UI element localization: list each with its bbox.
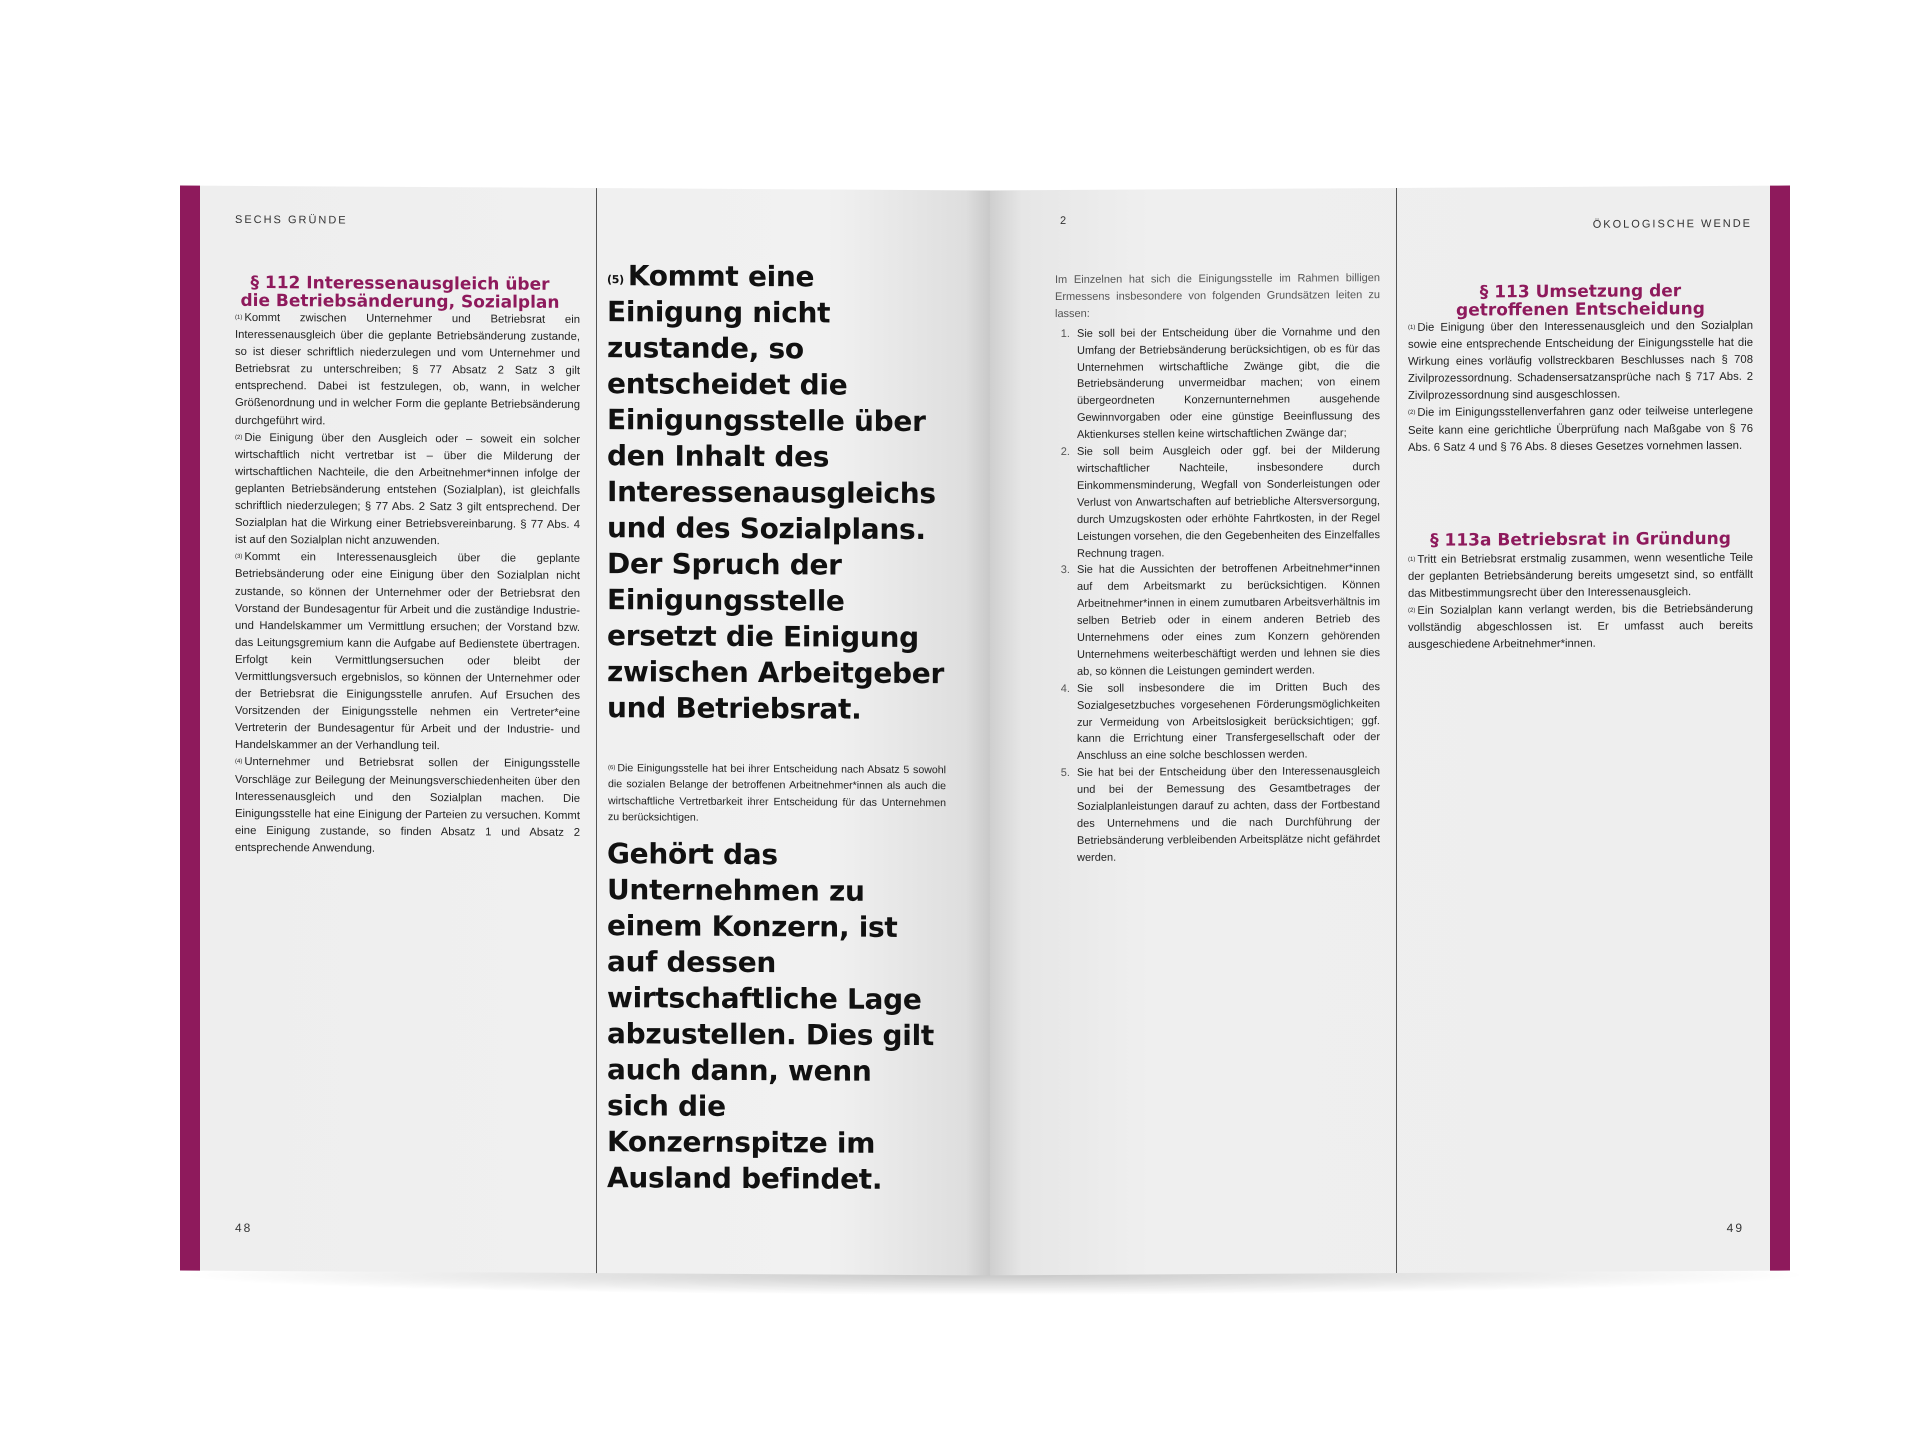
right-page-number: 49 xyxy=(1726,1220,1744,1235)
principles-list xyxy=(1055,324,1380,867)
paragraph-2 xyxy=(235,430,580,552)
footnote-number: (1) xyxy=(235,314,243,321)
principles-list-block xyxy=(1055,270,1380,867)
section-title-113-line2: getroffenen Entscheidung xyxy=(1456,299,1705,321)
section-title-112-line2: die Betriebsänderung, Sozialplan xyxy=(240,290,560,313)
section-113-body xyxy=(1408,318,1753,457)
section-112-body xyxy=(235,310,580,859)
paragraph-1 xyxy=(235,310,580,432)
left-page xyxy=(180,186,990,1276)
footnote-number: (2) xyxy=(235,434,243,441)
footnote-number: (1) xyxy=(1408,556,1416,563)
right-page xyxy=(990,186,1790,1276)
left-page-number: 48 xyxy=(235,1220,253,1235)
paragraph-3 xyxy=(235,549,580,756)
paragraph-113a-1 xyxy=(1408,550,1753,603)
footnote-number: (4) xyxy=(235,759,243,766)
pull-quote-1-text: Kommt eine Einigung nicht zustande, so entscheidet die Einigungsstelle über den Inhalt des Interessenausgleichs und des Sozialplans. Der Spruch der Einigungsstelle ersetzt die Einigung zwischen Arbeitgeber und Betriebsrat. xyxy=(607,259,945,726)
list-item: 4. Sie soll insbesondere die im Dritten Buch des Sozialgesetzbuches vorgesehenen Förderungsmöglichkeiten zur Vermeidung von Arbeitslosigkeit berücksichtigen; ggf. kann die Errichtung einer Transfergesellschaft oder der Anschluss an eine solche beschlossen werden. xyxy=(1073,679,1380,765)
paragraph-text: Unternehmer und Betriebsrat sollen der Einigungsstelle Vorschläge zur Beilegung der Meinungsverschiedenheiten über den Interessenausgleich und den Sozialplan machen. Die Einigungsstelle hat eine Einigung der Parteien zu versuchen. Kommt eine Einigung zustande, so finden Absatz 1 und Absatz 2 entsprechende Anwendung. xyxy=(235,756,580,855)
right-running-head: ÖKOLOGISCHE WENDE xyxy=(1592,217,1752,231)
paragraph-113a-2 xyxy=(1408,601,1753,654)
paragraph-text: Tritt ein Betriebsrat erstmalig zusammen, wenn wesentliche Teile der geplanten Betriebsänderung bereits umgesetzt sind, so entfällt das Mitbestimmungsrecht über den Interessenausgleich. xyxy=(1408,551,1753,601)
paragraph-4 xyxy=(235,754,580,859)
left-running-head: SECHS GRÜNDE xyxy=(235,213,348,227)
footnote-number: (3) xyxy=(235,554,243,561)
right-column-divider xyxy=(1396,188,1397,1273)
left-column-divider xyxy=(596,188,597,1273)
footnote-number: (1) xyxy=(1408,324,1416,331)
right-small-folio: 2 xyxy=(1060,214,1067,228)
paragraph-113-1 xyxy=(1408,318,1753,406)
section-title-112-line1: § 112 Interessenausgleich über xyxy=(250,272,550,295)
paragraph-text: Die Einigung über den Interessenausgleich und den Sozialplan sowie eine entsprechende Entscheidung der Einigungsstelle hat die Wirkung eines vorläufig vollstreckbaren Beschlusses nach § 708 Zivilprozessordnung. Schadensersatzansprüche nach § 717 Abs. 2 Zivilprozessordnung sind ausgeschlossen. xyxy=(1408,319,1753,403)
paragraph-text: Kommt ein Interessenausgleich über die geplante Betriebsänderung oder eine Einigung über den Sozialplan nicht zustande, so können der Unternehmer oder der Betriebsrat den Vorstand der Bundesagentur für Arbeit und die zuständige Industrie- und Handelskammer um Vermittlung ersuchen; der Vorstand bzw. das Leitungsgremium kann die Aufgabe auf Bedienstete übertragen. Erfolgt kein Vermittlungsersuchen oder bleibt der Vermittlungsversuch ergebnislos, so können der Unternehmer oder der Betriebsrat die Einigungsstelle anrufen. Auf Ersuchen des Vorsitzenden der Einigungsstelle nehmen ein Vertreter*eine Vertreterin der Bundesagentur für Arbeit und der Industrie- und Handelskammer an der Verhandlung teil. xyxy=(235,551,580,753)
section-title-113-line1: § 113 Umsetzung der xyxy=(1479,281,1682,303)
paragraph-text: Ein Sozialplan kann verlangt werden, bis die Betriebsänderung vollständig abgeschlossen ist. Er umfasst auch bereits ausgeschiedene Arbeitnehmer*innen. xyxy=(1408,603,1753,652)
section-113a-body xyxy=(1408,550,1753,655)
list-item: 2. Sie soll beim Ausgleich oder ggf. bei der Milderung wirtschaftlicher Nachteile, insbesondere durch Einkommensminderung, Wegfall von Sonderleistungen oder Verlust von Anwartschaften auf betriebliche Altersversorgung, durch Umzugskosten oder erhöhte Fahrtkosten, in der Regel Leistungen vorsehen, die den Gegebenheiten des Einzelfalles Rechnung tragen. xyxy=(1073,442,1380,562)
footnote-number: (5) xyxy=(607,273,624,287)
section-title-113 xyxy=(1408,282,1753,320)
section-title-113a: § 113a Betriebsrat in Gründung xyxy=(1430,528,1731,551)
right-accent-bar xyxy=(1770,186,1790,1271)
paragraph-6-text: Die Einigungsstelle hat bei ihrer Entscheidung nach Absatz 5 sowohl die sozialen Belange der betroffenen Arbeitnehmer*innen als auch die wirtschaftliche Vertretbarkeit ihrer Entscheidung für das Unternehmen zu berücksichtigen. xyxy=(608,762,946,824)
paragraph-text: Die im Einigungsstellenverfahren ganz oder teilweise unterlegene Seite kann eine gerichtliche Überprüfung nach Maßgabe von § 76 Abs. 6 Satz 4 und § 76 Abs. 8 dieses Gesetzes vornehmen lassen. xyxy=(1408,405,1753,454)
footnote-number: (2) xyxy=(1408,608,1416,615)
pull-quote-2: Gehört das Unternehmen zu einem Konzern, ist auf dessen wirtschaftliche Lage abzustellen. Dies gilt auch dann, wenn sich die Konzernspitze im Ausland befindet. xyxy=(607,837,934,1196)
footnote-number: (2) xyxy=(1408,410,1416,417)
paragraph-6 xyxy=(608,760,946,828)
pull-quote-1 xyxy=(607,258,952,728)
list-lead: Im Einzelnen hat sich die Einigungsstelle im Rahmen billigen Ermessens insbesondere von folgenden Grundsätzen leiten zu lassen: xyxy=(1055,272,1380,320)
section-title-112 xyxy=(230,274,570,312)
list-item: 3. Sie hat die Aussichten der betroffenen Arbeitnehmer*innen auf dem Arbeitsmarkt zu berücksichtigen. Können Arbeitnehmer*innen in einem zumutbaren Arbeitsverhältnis im selben Betrieb oder in einem anderen Betrieb des Unternehmens oder eines zum Konzern gehörenden Unternehmens weiterbeschäftigt werden und lehnen sie dies ab, so können die Leistungen gemindert werden. xyxy=(1073,560,1380,680)
list-item: 5. Sie hat bei der Entscheidung über den Interessenausgleich und bei der Bemessung des Gesamtbetrages der Sozialplanleistungen darauf zu achten, dass der Fortbestand des Unternehmens und die nach Durchführung der Betriebsänderung verbleibenden Arbeitsplätze nicht gefährdet werden. xyxy=(1073,763,1380,866)
paragraph-text: Die Einigung über den Ausgleich oder – soweit ein solcher wirtschaftlich nicht vertretbar ist – über die Milderung der wirtschaftlichen Nachteile, die den Arbeitnehmer*innen infolge der geplanten Betriebsänderung entstehen (Sozialplan), ist gleichfalls schriftlich niederzulegen; § 77 Abs. 2 Satz 3 gilt entsprechend. Der Sozialplan hat die Wirkung einer Betriebsvereinbarung. § 77 Abs. 4 ist auf den Sozialplan nicht anzuwenden. xyxy=(235,431,580,548)
left-accent-bar xyxy=(180,186,200,1271)
paragraph-113-2 xyxy=(1408,403,1753,456)
paragraph-text: Kommt zwischen Unternehmer und Betriebsrat ein Interessenausgleich über die geplante Betriebsänderung zustande, so ist dieser schriftlich niederzulegen und vom Unternehmer und Betriebsrat zu unterschreiben; § 77 Absatz 2 Satz 3 gilt entsprechend. Dabei ist festzulegen, ob, wann, in welcher Größenordnung und in welcher Form die geplante Betriebsänderung durchgeführt wird. xyxy=(235,311,580,427)
list-item: 1. Sie soll bei der Entscheidung über die Vornahme und den Umfang der Betriebsänderung berücksichtigen, ob es für das Unternehmen wirtschaftliche Zwänge gibt, die die Betriebsänderung unvermeidbar machen; von einem übergeordneten Konzernunternehmen ausgehende Gewinnvorgaben oder eine günstige Beeinflussung des Aktienkurses stellen keine wirtschaftlichen Zwänge dar; xyxy=(1073,324,1380,444)
footnote-number: (6) xyxy=(608,765,616,772)
